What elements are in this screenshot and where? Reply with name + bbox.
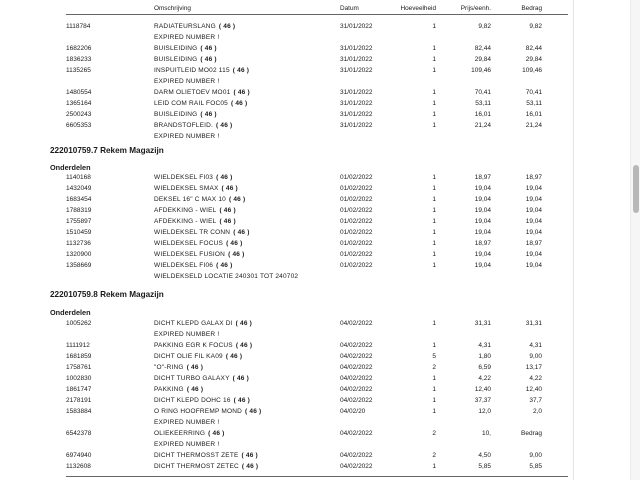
item-description-text: WIELDEKSEL FI03 — [154, 174, 214, 181]
table-row — [66, 205, 568, 216]
item-reference: ( 46 ) — [235, 320, 253, 327]
item-description — [154, 240, 242, 247]
item-reference: ( 46 ) — [221, 185, 238, 192]
invoice-document — [50, 0, 568, 480]
item-unit-price: 4,50 — [478, 452, 491, 459]
header-datum: Datum — [340, 5, 359, 12]
item-reference: ( 46 ) — [218, 23, 236, 30]
item-unit-price: 31,31 — [474, 320, 491, 327]
item-reference: ( 46 ) — [245, 408, 262, 415]
item-amount: 31,31 — [525, 320, 542, 327]
item-amount: 5,85 — [529, 463, 542, 470]
item-amount: 2,0 — [532, 408, 542, 415]
header-prijs: Prijs/eenh. — [460, 5, 491, 12]
item-quantity: 2 — [432, 452, 436, 459]
item-code: 1682206 — [66, 45, 92, 52]
item-description — [154, 320, 252, 327]
item-date: 01/02/2022 — [340, 174, 373, 181]
item-reference: ( 46 ) — [235, 342, 253, 349]
item-date: 04/02/2022 — [340, 397, 373, 404]
item-description-text: BUISLEIDING — [154, 56, 198, 63]
item-note: EXPIRED NUMBER ! — [154, 133, 220, 140]
table-row — [66, 183, 568, 194]
item-quantity: 2 — [432, 430, 436, 437]
table-row — [66, 238, 568, 249]
item-quantity: 1 — [432, 67, 436, 74]
item-date: 01/02/2022 — [340, 185, 373, 192]
item-date: 31/01/2022 — [340, 100, 373, 107]
item-description-text: BUISLEIDING — [154, 45, 198, 52]
item-description-text: WIELDEKSEL FOCUS — [154, 240, 224, 247]
table-row — [66, 351, 568, 362]
item-quantity: 1 — [432, 375, 436, 382]
item-unit-price: 29,84 — [474, 56, 491, 63]
table-row — [66, 428, 568, 439]
item-description — [154, 342, 252, 349]
item-date: 01/02/2022 — [340, 262, 373, 269]
item-quantity: 1 — [432, 196, 436, 203]
item-reference: ( 46 ) — [219, 207, 236, 214]
item-unit-price: 19,04 — [474, 207, 491, 214]
item-quantity: 2 — [432, 364, 436, 371]
item-reference: ( 46 ) — [231, 100, 248, 107]
item-amount: 9,82 — [529, 23, 542, 30]
item-amount: 9,00 — [529, 452, 542, 459]
table-row — [66, 21, 568, 32]
item-code: 1002830 — [66, 375, 92, 382]
item-unit-price: 4,31 — [478, 342, 491, 349]
item-note: EXPIRED NUMBER ! — [154, 441, 220, 448]
item-unit-price: 19,04 — [474, 229, 491, 236]
item-description — [154, 122, 232, 129]
item-description-text: O RING HOOFREMP MOND — [154, 408, 243, 415]
item-code: 6605353 — [66, 122, 92, 129]
item-amount: 12,40 — [525, 386, 542, 393]
item-date: 01/02/2022 — [340, 240, 373, 247]
item-date: 04/02/20 — [340, 408, 366, 415]
table-row — [66, 373, 568, 384]
item-code: 1140168 — [66, 174, 91, 181]
item-code: 6974940 — [66, 452, 92, 459]
item-note: EXPIRED NUMBER ! — [154, 78, 220, 85]
item-quantity: 1 — [432, 397, 436, 404]
item-date: 04/02/2022 — [340, 452, 373, 459]
item-code: 1358669 — [66, 262, 92, 269]
item-date: 04/02/2022 — [340, 375, 373, 382]
item-reference: ( 46 ) — [233, 229, 250, 236]
item-quantity: 1 — [432, 218, 436, 225]
item-description-text: OLIEKEERRING — [154, 430, 206, 437]
item-description — [154, 207, 236, 214]
table-row — [66, 87, 568, 98]
item-code: 1320900 — [66, 251, 92, 258]
item-description-text: DICHT THERMOST ZETEC — [154, 463, 239, 470]
item-description — [154, 408, 261, 415]
table-row — [66, 120, 568, 131]
item-date: 31/01/2022 — [340, 111, 373, 118]
item-code: 1432049 — [66, 185, 92, 192]
item-quantity: 1 — [432, 45, 436, 52]
item-description — [154, 262, 233, 269]
item-amount: 21,24 — [525, 122, 542, 129]
item-description-text: DICHT TURBO GALAXY — [154, 375, 230, 382]
item-unit-price: 82,44 — [474, 45, 491, 52]
item-description — [154, 364, 203, 371]
item-code: 2178191 — [66, 397, 92, 404]
item-reference: ( 46 ) — [216, 122, 233, 129]
item-reference: ( 46 ) — [241, 452, 258, 459]
item-note: EXPIRED NUMBER ! — [154, 331, 220, 338]
item-note: WIELDEKSELD LOCATIE 240301 TOT 240702 — [154, 273, 299, 280]
item-date: 04/02/2022 — [340, 342, 373, 349]
item-code: 1836233 — [66, 56, 92, 63]
item-description-text: BRANDSTOFLEID. — [154, 122, 214, 129]
item-amount: 19,04 — [525, 196, 542, 203]
item-quantity: 1 — [432, 342, 436, 349]
item-date: 01/02/2022 — [340, 218, 373, 225]
scrollbar[interactable] — [630, 0, 640, 480]
item-date: 31/01/2022 — [340, 23, 373, 30]
item-unit-price: 6,59 — [478, 364, 491, 371]
item-unit-price: 19,04 — [474, 185, 491, 192]
left-margin — [0, 0, 67, 480]
item-date: 01/02/2022 — [340, 251, 373, 258]
item-amount: 19,04 — [525, 207, 542, 214]
item-unit-price: 109,46 — [471, 67, 491, 74]
table-row — [66, 318, 568, 329]
item-code: 1510459 — [66, 229, 92, 236]
section-subtitle: Onderdelen — [50, 163, 91, 172]
item-date: 31/01/2022 — [340, 56, 373, 63]
item-quantity: 1 — [432, 185, 436, 192]
item-quantity: 1 — [432, 111, 436, 118]
header-hoeveelheid: Hoeveelheid — [400, 5, 436, 12]
item-description-text: WIELDEKSEL FUSION — [154, 251, 226, 258]
table-row — [66, 98, 568, 109]
item-code: 1788319 — [66, 207, 92, 214]
item-date: 31/01/2022 — [340, 45, 373, 52]
item-description-text: AFDEKKING - WIEL — [154, 218, 217, 225]
item-code: 1135265 — [66, 67, 91, 74]
item-reference: ( 46 ) — [186, 386, 204, 393]
item-amount: 109,46 — [522, 67, 542, 74]
item-reference: ( 46 ) — [216, 174, 233, 181]
item-unit-price: 16,01 — [474, 111, 491, 118]
item-quantity: 1 — [432, 23, 436, 30]
item-code: 1583884 — [66, 408, 92, 415]
item-unit-price: 18,97 — [474, 174, 491, 181]
item-reference: ( 46 ) — [216, 262, 233, 269]
item-description — [154, 111, 217, 118]
item-quantity: 1 — [432, 262, 436, 269]
item-quantity: 1 — [432, 100, 436, 107]
item-description-text: DICHT KLEPD GALAX DI — [154, 320, 233, 327]
item-quantity: 1 — [432, 89, 436, 96]
scrollbar-thumb[interactable] — [633, 165, 639, 213]
table-row — [66, 65, 568, 76]
table-row — [66, 216, 568, 227]
table-row — [66, 54, 568, 65]
item-unit-price: 5,85 — [478, 463, 491, 470]
item-description — [154, 375, 249, 382]
item-description-text: INSPUITLEID MO02 115 — [154, 67, 230, 74]
section-title: 222010759.8 Rekem Magazijn — [50, 290, 164, 299]
table-row — [66, 109, 568, 120]
item-unit-price: 12,40 — [474, 386, 491, 393]
item-amount: 70,41 — [525, 89, 542, 96]
item-amount: 18,97 — [525, 174, 542, 181]
item-date: 31/01/2022 — [340, 67, 373, 74]
item-quantity: 1 — [432, 463, 436, 470]
item-quantity: 1 — [432, 251, 436, 258]
item-unit-price: 19,04 — [474, 262, 491, 269]
item-date: 04/02/2022 — [340, 320, 373, 327]
item-reference: ( 46 ) — [228, 251, 245, 258]
table-header — [66, 0, 568, 15]
item-description — [154, 185, 238, 192]
item-description — [154, 353, 242, 360]
item-unit-price: 4,22 — [478, 375, 491, 382]
table-row — [66, 406, 568, 417]
item-description-text: LEID COM RAIL FOC05 — [154, 100, 228, 107]
item-amount: 9,00 — [529, 353, 542, 360]
item-code: 6542378 — [66, 430, 92, 437]
item-amount: 18,97 — [525, 240, 542, 247]
table-row — [66, 227, 568, 238]
item-description — [154, 452, 258, 459]
item-reference: ( 46 ) — [186, 364, 204, 371]
item-code: 1681859 — [66, 353, 92, 360]
item-description — [154, 67, 249, 74]
item-description — [154, 45, 217, 52]
item-description-text: RADIATEURSLANG — [154, 23, 216, 30]
item-quantity: 1 — [432, 386, 436, 393]
item-quantity: 1 — [432, 56, 436, 63]
item-description-text: DICHT KLEPD DOHC 16 — [154, 397, 231, 404]
item-description — [154, 23, 235, 30]
item-unit-price: 19,04 — [474, 218, 491, 225]
item-amount: 13,17 — [525, 364, 542, 371]
item-reference: ( 46 ) — [226, 240, 243, 247]
table-row — [66, 395, 568, 406]
item-quantity: 1 — [432, 174, 436, 181]
item-date: 04/02/2022 — [340, 430, 373, 437]
item-code: 1118784 — [66, 23, 91, 30]
item-code: 1755897 — [66, 218, 92, 225]
item-code: 1683454 — [66, 196, 92, 203]
item-description — [154, 56, 217, 63]
item-description-text: PAKKING EGR K FOCUS — [154, 342, 233, 349]
item-description-text: WIELDEKSEL TR CONN — [154, 229, 231, 236]
item-unit-price: 37,37 — [474, 397, 491, 404]
item-quantity: 1 — [432, 240, 436, 247]
item-reference: ( 46 ) — [200, 56, 217, 63]
section-title: 222010759.7 Rekem Magazijn — [50, 146, 164, 155]
item-reference: ( 46 ) — [241, 463, 259, 470]
table-row — [66, 362, 568, 373]
item-description-text: WIELDEKSEL SMAX — [154, 185, 219, 192]
item-code: 1861747 — [66, 386, 92, 393]
item-quantity: 5 — [432, 353, 436, 360]
item-unit-price: 1,80 — [478, 353, 491, 360]
item-description-text: DARM OLIETOEV MO01 — [154, 89, 231, 96]
header-omschrijving: Omschrijving — [154, 5, 191, 12]
item-description — [154, 397, 250, 404]
item-description — [154, 174, 233, 181]
item-unit-price: 53,11 — [475, 100, 491, 107]
divider — [66, 476, 568, 477]
item-reference: ( 46 ) — [233, 397, 251, 404]
item-reference: ( 46 ) — [232, 375, 249, 382]
item-description-text: PAKKING — [154, 386, 184, 393]
item-amount: 53,11 — [526, 100, 542, 107]
table-row — [66, 340, 568, 351]
item-reference: ( 46 ) — [232, 67, 250, 74]
item-amount: 4,31 — [529, 342, 542, 349]
table-row — [66, 461, 568, 472]
item-reference: ( 46 ) — [208, 430, 225, 437]
item-description-text: WIELDEKSEL FI06 — [154, 262, 214, 269]
table-row — [66, 260, 568, 271]
item-unit-price: 12,0 — [478, 408, 491, 415]
item-code: 1132736 — [66, 240, 91, 247]
item-description — [154, 89, 250, 96]
item-date: 31/01/2022 — [340, 122, 373, 129]
item-unit-price: 19,04 — [474, 196, 491, 203]
item-amount: 37,7 — [529, 397, 542, 404]
item-code: 1132608 — [66, 463, 91, 470]
item-amount: 29,84 — [525, 56, 542, 63]
item-amount: 19,04 — [525, 262, 542, 269]
item-code: 2500243 — [66, 111, 92, 118]
item-amount: Bedrag — [521, 430, 542, 437]
item-reference: ( 46 ) — [219, 218, 236, 225]
table-row — [66, 194, 568, 205]
item-date: 01/02/2022 — [340, 229, 373, 236]
item-amount: 19,04 — [525, 251, 542, 258]
item-date: 01/02/2022 — [340, 196, 373, 203]
item-description-text: DICHT THERMOSST ZETE — [154, 452, 239, 459]
item-reference: ( 46 ) — [200, 45, 217, 52]
item-reference: ( 46 ) — [225, 353, 243, 360]
item-code: 1480554 — [66, 89, 92, 96]
item-date: 31/01/2022 — [340, 89, 373, 96]
table-row — [66, 43, 568, 54]
item-description-text: DEKSEL 16" C MAX 10 — [154, 196, 226, 203]
item-code: 1365164 — [66, 100, 92, 107]
item-quantity: 1 — [432, 320, 436, 327]
item-amount: 19,04 — [525, 185, 542, 192]
item-amount: 82,44 — [525, 45, 542, 52]
item-quantity: 1 — [432, 408, 436, 415]
item-unit-price: 70,41 — [474, 89, 491, 96]
item-unit-price: 21,24 — [474, 122, 491, 129]
item-quantity: 1 — [432, 207, 436, 214]
table-row — [66, 172, 568, 183]
item-date: 04/02/2022 — [340, 364, 373, 371]
item-code: 1005262 — [66, 320, 92, 327]
item-unit-price: 9,82 — [478, 23, 491, 30]
item-reference: ( 46 ) — [200, 111, 217, 118]
item-description-text: DICHT OLIE FIL KA09 — [154, 353, 223, 360]
item-note: EXPIRED NUMBER ! — [154, 419, 220, 426]
item-quantity: 1 — [432, 229, 436, 236]
item-amount: 4,22 — [529, 375, 542, 382]
item-amount: 19,04 — [525, 218, 542, 225]
item-description — [154, 386, 203, 393]
item-quantity: 1 — [432, 122, 436, 129]
item-description — [154, 430, 225, 437]
item-description — [154, 463, 258, 470]
item-unit-price: 19,04 — [474, 251, 491, 258]
item-description-text: AFDEKKING - WIEL — [154, 207, 217, 214]
item-date: 01/02/2022 — [340, 207, 373, 214]
item-description-text: "O"-RING — [154, 364, 184, 371]
item-date: 04/02/2022 — [340, 386, 373, 393]
item-amount: 19,04 — [525, 229, 542, 236]
item-amount: 16,01 — [525, 111, 542, 118]
header-bedrag: Bedrag — [521, 5, 542, 12]
section-subtitle: Onderdelen — [50, 308, 91, 317]
item-reference: ( 46 ) — [228, 196, 246, 203]
table-row — [66, 384, 568, 395]
table-row — [66, 450, 568, 461]
item-reference: ( 46 ) — [233, 89, 250, 96]
item-date: 04/02/2022 — [340, 463, 373, 470]
item-description — [154, 218, 236, 225]
item-description — [154, 229, 250, 236]
table-row — [66, 249, 568, 260]
item-unit-price: 10, — [481, 430, 491, 437]
item-code: 1111912 — [66, 342, 90, 349]
item-description-text: BUISLEIDING — [154, 111, 198, 118]
item-description — [154, 100, 247, 107]
item-description — [154, 196, 245, 203]
item-note: EXPIRED NUMBER ! — [154, 34, 220, 41]
item-date: 04/02/2022 — [340, 353, 373, 360]
item-unit-price: 18,97 — [474, 240, 491, 247]
item-code: 1758761 — [66, 364, 92, 371]
item-description — [154, 251, 244, 258]
